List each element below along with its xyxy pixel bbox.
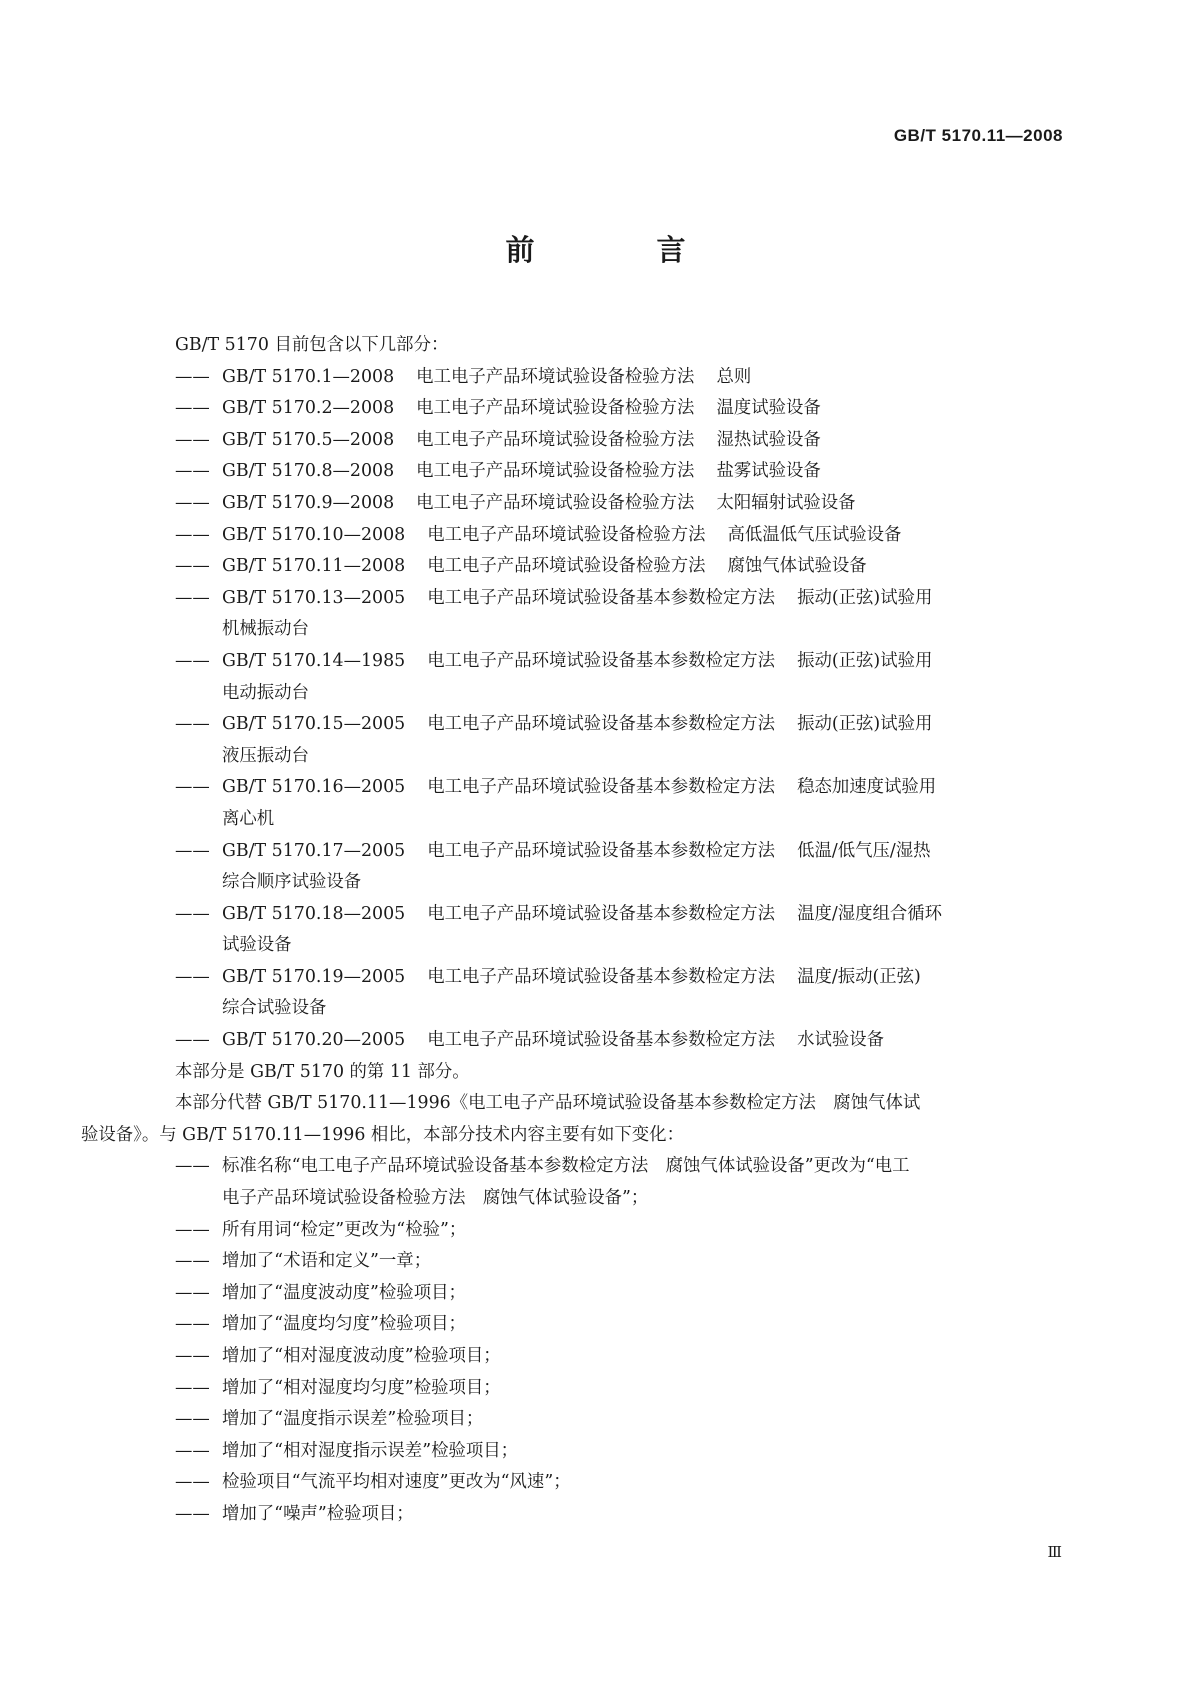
change-text: 检验项目“气流平均相对速度”更改为“风速”；: [222, 1472, 571, 1493]
change-text: 增加了“温度指示误差”检验项目；: [222, 1409, 484, 1430]
part-subject: 太阳辐射试验设备: [716, 492, 856, 513]
dash-mark: ——: [175, 1030, 210, 1051]
part-continuation: 液压振动台: [222, 745, 309, 766]
part-name: 电工电子产品环境试验设备检验方法: [416, 398, 695, 419]
part-line: [222, 488, 1062, 520]
part-code: GB/T 5170.10—2008: [222, 524, 406, 545]
part-name: 电工电子产品环境试验设备基本参数检定方法: [427, 650, 776, 671]
change-item: [128, 1309, 1062, 1341]
part-item: [128, 1025, 1062, 1057]
part-code: GB/T 5170.17—2005: [222, 840, 406, 861]
part-line: [222, 362, 1062, 394]
part-name: 电工电子产品环境试验设备检验方法: [416, 429, 695, 450]
change-item: [128, 1436, 1062, 1468]
part-subject: 低温/低气压/湿热: [797, 840, 931, 861]
dash-mark: ——: [175, 650, 210, 671]
part-item: [128, 425, 1062, 457]
part-name: 电工电子产品环境试验设备基本参数检定方法: [427, 587, 776, 608]
change-text: 增加了“相对湿度均匀度”检验项目；: [222, 1377, 501, 1398]
part-subject: 盐雾试验设备: [716, 461, 821, 482]
dash-mark: ——: [175, 461, 210, 482]
replace-paragraph-line-2: 验设备》。与 GB/T 5170.11—1996 相比，本部分技术内容主要有如下变化：: [81, 1124, 684, 1145]
change-text: 增加了“术语和定义”一章；: [222, 1251, 432, 1272]
part-code: GB/T 5170.18—2005: [222, 903, 406, 924]
part-continuation: 综合顺序试验设备: [222, 872, 362, 893]
page-title: 前 言: [505, 233, 742, 267]
part-name: 电工电子产品环境试验设备基本参数检定方法: [427, 714, 776, 735]
change-text: 标准名称“电工电子产品环境试验设备基本参数检定方法 腐蚀气体试验设备”更改为“电工: [222, 1156, 910, 1177]
dash-mark: ——: [175, 429, 210, 450]
part-name: 电工电子产品环境试验设备基本参数检定方法: [427, 903, 776, 924]
dash-mark: ——: [175, 903, 210, 924]
part-subject: 温度/湿度组合循环: [797, 903, 943, 924]
part-item: [128, 962, 1062, 1025]
dash-mark: ——: [175, 492, 210, 513]
dash-mark: ——: [175, 1156, 210, 1177]
part-statement: 本部分是 GB/T 5170 的第 11 部分。: [175, 1061, 470, 1082]
part-continuation: 机械振动台: [222, 619, 309, 640]
part-code: GB/T 5170.5—2008: [222, 429, 395, 450]
part-code: GB/T 5170.19—2005: [222, 966, 406, 987]
part-subject: 水试验设备: [797, 1030, 885, 1051]
change-item: [128, 1151, 1062, 1214]
part-code: GB/T 5170.13—2005: [222, 587, 406, 608]
part-code: GB/T 5170.8—2008: [222, 461, 395, 482]
part-code: GB/T 5170.20—2005: [222, 1030, 406, 1051]
part-line: [222, 520, 1062, 552]
change-text: 所有用词“检定”更改为“检验”；: [222, 1219, 467, 1240]
part-continuation: 试验设备: [222, 935, 292, 956]
part-item: [128, 456, 1062, 488]
dash-mark: ——: [175, 1219, 210, 1240]
part-item: [128, 709, 1062, 772]
dash-mark: ——: [175, 1377, 210, 1398]
part-item: [128, 836, 1062, 899]
part-item: [128, 393, 1062, 425]
part-code: GB/T 5170.1—2008: [222, 366, 395, 387]
dash-mark: ——: [175, 524, 210, 545]
part-name: 电工电子产品环境试验设备基本参数检定方法: [427, 1030, 776, 1051]
part-item: [128, 488, 1062, 520]
part-item: [128, 583, 1062, 646]
part-code: GB/T 5170.16—2005: [222, 777, 406, 798]
part-subject: 高低温低气压试验设备: [727, 524, 902, 545]
part-subject: 振动(正弦)试验用: [797, 587, 933, 608]
part-line: [222, 425, 1062, 457]
part-name: 电工电子产品环境试验设备基本参数检定方法: [427, 777, 776, 798]
dash-mark: ——: [175, 366, 210, 387]
standard-number: GB/T 5170.11—2008: [893, 126, 1063, 145]
dash-mark: ——: [175, 398, 210, 419]
part-code: GB/T 5170.14—1985: [222, 650, 406, 671]
part-continuation: 离心机: [222, 808, 275, 829]
change-text: 增加了“相对湿度指示误差”检验项目；: [222, 1440, 519, 1461]
change-item: [128, 1467, 1062, 1499]
part-subject: 温度/振动(正弦): [797, 966, 921, 987]
change-text: 增加了“噪声”检验项目；: [222, 1503, 414, 1524]
part-line: [222, 709, 1062, 741]
part-subject: 稳态加速度试验用: [797, 777, 937, 798]
part-name: 电工电子产品环境试验设备检验方法: [416, 461, 695, 482]
dash-mark: ——: [175, 714, 210, 735]
part-subject: 振动(正弦)试验用: [797, 714, 933, 735]
change-item: [128, 1404, 1062, 1436]
foreword-body: [81, 330, 1062, 1531]
part-code: GB/T 5170.9—2008: [222, 492, 395, 513]
part-subject: 湿热试验设备: [716, 429, 821, 450]
change-item: [128, 1373, 1062, 1405]
part-line: [222, 393, 1062, 425]
parts-list: [128, 362, 1062, 1057]
change-item: [128, 1215, 1062, 1247]
part-item: [128, 551, 1062, 583]
change-item: [128, 1278, 1062, 1310]
part-item: [128, 520, 1062, 552]
dash-mark: ——: [175, 1251, 210, 1272]
part-name: 电工电子产品环境试验设备基本参数检定方法: [427, 840, 776, 861]
dash-mark: ——: [175, 1409, 210, 1430]
part-line: [222, 583, 1062, 615]
part-code: GB/T 5170.15—2005: [222, 714, 406, 735]
change-continuation: 电子产品环境试验设备检验方法 腐蚀气体试验设备”；: [222, 1188, 649, 1209]
part-line: [222, 1025, 1062, 1057]
part-subject: 总则: [716, 366, 752, 387]
part-item: [128, 362, 1062, 394]
part-name: 电工电子产品环境试验设备检验方法: [427, 556, 706, 577]
change-item: [128, 1499, 1062, 1531]
part-subject: 腐蚀气体试验设备: [727, 556, 867, 577]
part-line: [222, 772, 1062, 804]
dash-mark: ——: [175, 777, 210, 798]
change-item: [128, 1246, 1062, 1278]
change-text: 增加了“相对湿度波动度”检验项目；: [222, 1346, 501, 1366]
part-item: [128, 646, 1062, 709]
part-subject: 温度试验设备: [716, 398, 821, 419]
part-line: [222, 551, 1062, 583]
change-item: [128, 1341, 1062, 1373]
part-name: 电工电子产品环境试验设备基本参数检定方法: [427, 966, 776, 987]
changes-list: [128, 1151, 1062, 1530]
part-line: [222, 899, 1062, 931]
part-line: [222, 646, 1062, 678]
dash-mark: ——: [175, 1282, 210, 1303]
part-name: 电工电子产品环境试验设备检验方法: [416, 366, 695, 387]
part-continuation: 综合试验设备: [222, 998, 327, 1019]
part-line: [222, 456, 1062, 488]
dash-mark: ——: [175, 587, 210, 608]
part-subject: 振动(正弦)试验用: [797, 650, 933, 671]
part-line: [222, 962, 1062, 994]
dash-mark: ——: [175, 1314, 210, 1335]
change-text: 增加了“温度均匀度”检验项目；: [222, 1314, 466, 1335]
dash-mark: ——: [175, 1472, 210, 1493]
part-item: [128, 772, 1062, 835]
intro-line: GB/T 5170 目前包含以下几部分：: [175, 335, 449, 355]
part-code: GB/T 5170.11—2008: [222, 556, 406, 577]
part-line: [222, 836, 1062, 868]
change-text: 增加了“温度波动度”检验项目；: [222, 1282, 466, 1303]
part-code: GB/T 5170.2—2008: [222, 398, 395, 419]
dash-mark: ——: [175, 556, 210, 577]
page-number: Ⅲ: [1047, 1543, 1062, 1561]
part-name: 电工电子产品环境试验设备检验方法: [416, 492, 695, 513]
dash-mark: ——: [175, 840, 210, 861]
dash-mark: ——: [175, 1346, 210, 1366]
dash-mark: ——: [175, 1440, 210, 1461]
dash-mark: ——: [175, 966, 210, 987]
replace-paragraph-line-1: 本部分代替 GB/T 5170.11—1996《电工电子产品环境试验设备基本参数检定方法 腐蚀气体试: [175, 1093, 921, 1114]
part-continuation: 电动振动台: [222, 682, 309, 703]
replace-paragraph: [81, 1088, 1062, 1151]
part-name: 电工电子产品环境试验设备检验方法: [427, 524, 706, 545]
dash-mark: ——: [175, 1503, 210, 1524]
part-item: [128, 899, 1062, 962]
